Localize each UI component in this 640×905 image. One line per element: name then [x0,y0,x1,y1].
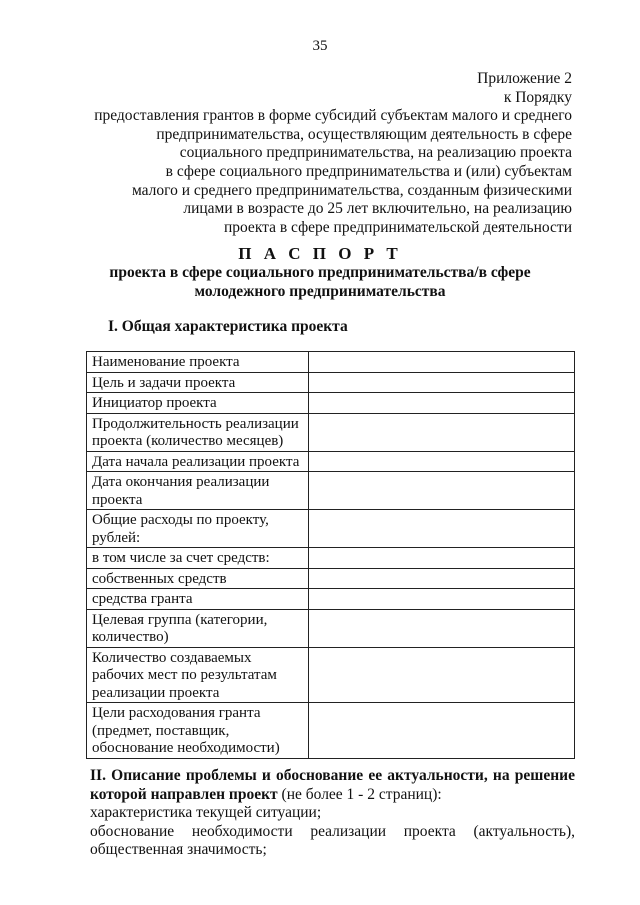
row-label: Дата окончания реализации проекта [87,472,309,510]
table-row [87,609,575,647]
row-value[interactable] [309,472,575,510]
section-2-heading-line [90,786,575,805]
project-characteristics-table [86,351,575,759]
appendix-line: лицами в возрасте до 25 лет включительно, на реализацию [183,200,572,218]
row-label: Продолжительность реализации проекта (количество месяцев) [87,413,309,451]
table-row [87,451,575,472]
row-label: Целевая группа (категории, количество) [87,609,309,647]
table-row [87,372,575,393]
section-2-heading-line: II. Описание проблемы и обоснование ее актуальности, на решение [90,767,575,784]
appendix-line: малого и среднего предпринимательства, созданным физическими [131,181,572,199]
table-row [87,647,575,703]
section-2-heading-bold: которой направлен проект [90,785,278,803]
row-value[interactable] [309,548,575,569]
row-value[interactable] [309,372,575,393]
table-row [87,472,575,510]
table-row [87,510,575,548]
table-row [87,352,575,373]
row-label: Цели расходования гранта (предмет, поставщик, обоснование необходимости) [87,703,309,759]
appendix-line: к Порядку [503,88,572,106]
passport-subtitle-line: молодежного предпринимательства [194,282,446,300]
row-value[interactable] [309,393,575,414]
row-value[interactable] [309,510,575,548]
appendix-line: социального предпринимательства, на реализацию проекта [179,144,572,162]
appendix-line: предоставления грантов в форме субсидий субъектам малого и среднего [94,107,572,125]
appendix-line: в сфере социального предпринимательства и (или) субъектам [165,162,572,180]
section-2 [90,767,575,860]
row-value[interactable] [309,451,575,472]
row-label: Общие расходы по проекту, рублей: [87,510,309,548]
table-row [87,548,575,569]
row-value[interactable] [309,647,575,703]
row-value[interactable] [309,609,575,647]
passport-subtitle [92,264,548,301]
row-value[interactable] [309,589,575,610]
row-value[interactable] [309,413,575,451]
row-label: Цель и задачи проекта [87,372,309,393]
appendix-line: проекта в сфере предпринимательской деятельности [223,218,572,236]
section-2-item: общественная значимость; [90,841,267,858]
row-label: Инициатор проекта [87,393,309,414]
section-1-heading: I. Общая характеристика проекта [108,318,348,335]
section-2-item: обоснование необходимости реализации проекта (актуальность), [90,822,575,840]
passport-subtitle-line: проекта в сфере социального предпринимательства/в сфере [109,264,531,281]
row-label: Количество создаваемых рабочих мест по результатам реализации проекта [87,647,309,703]
table-row [87,413,575,451]
row-label: средства гранта [87,589,309,610]
table-row [87,393,575,414]
section-2-item: характеристика текущей ситуации; [90,804,322,821]
row-value[interactable] [309,568,575,589]
row-value[interactable] [309,352,575,373]
row-label: Наименование проекта [87,352,309,373]
section-2-heading-note: (не более 1 - 2 страниц): [277,785,442,803]
row-label: в том числе за счет средств: [87,548,309,569]
appendix-line: предпринимательства, осуществляющим деятельность в сфере [156,125,572,143]
row-value[interactable] [309,703,575,759]
row-label: Дата начала реализации проекта [87,451,309,472]
table-row [87,589,575,610]
table-row [87,568,575,589]
appendix-line: Приложение 2 [477,70,572,87]
appendix-header [52,70,572,237]
row-label: собственных средств [87,568,309,589]
page-number: 35 [312,38,328,54]
table-row [87,703,575,759]
passport-title: П А С П О Р Т [238,244,402,263]
